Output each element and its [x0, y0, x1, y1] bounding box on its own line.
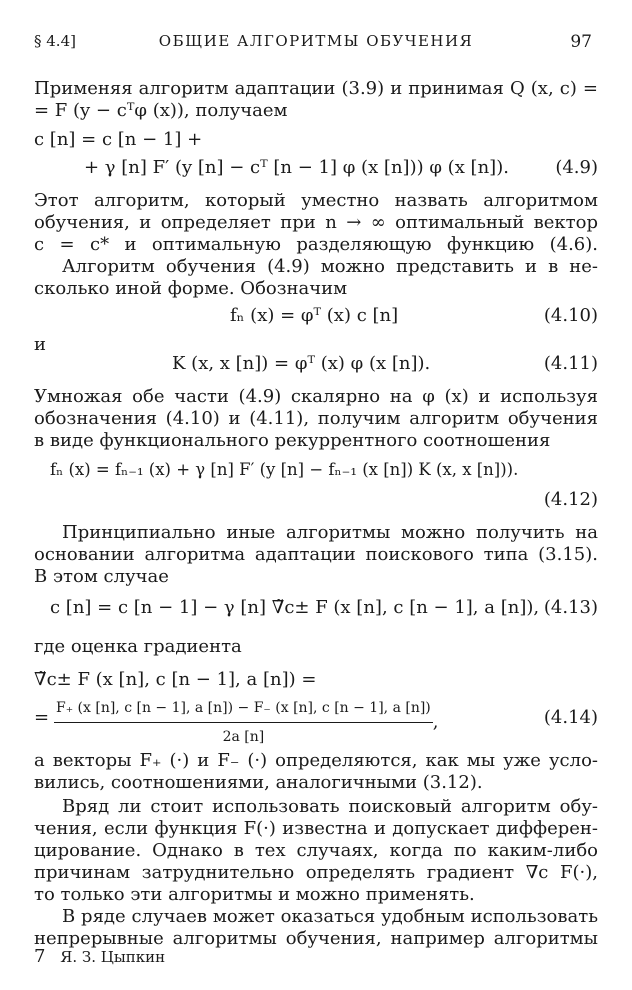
text-line: чения, если функция F(·) известна и допускает дифферен-: [34, 818, 598, 839]
page-number: 97: [570, 32, 592, 52]
text-line: Умножая обе части (4.9) скалярно на φ (x) и используя: [34, 386, 598, 407]
gradient-fraction: [54, 696, 433, 749]
text-line: = F (y − cᵀφ (x)), получаем: [34, 100, 288, 121]
text-line: и: [34, 334, 46, 355]
section-ref: § 4.4]: [34, 32, 76, 50]
text-line: в виде функционального рекуррентного соотношения: [34, 430, 551, 451]
text-line: В этом случае: [34, 566, 169, 587]
fraction-denominator: 2a [n]: [222, 729, 265, 745]
equation-4-14: = $\frac{F_+ (x [n], c [n - 1], a [n]) - F_- (x [n], c [n - 1], a [n])}{2a [n]}$ , (4.14): [34, 700, 598, 740]
text-line: вились, соотношениями, аналогичными (3.12).: [34, 772, 483, 793]
text-line: Алгоритм обучения (4.9) можно представить и в не-: [62, 256, 598, 277]
text-line: основании алгоритма адаптации поискового типа (3.15).: [34, 544, 598, 565]
text-line: Вряд ли стоит использовать поисковый алгоритм обу-: [62, 796, 598, 817]
book-page: § 4.4] ОБЩИЕ АЛГОРИТМЫ ОБУЧЕНИЯ 97 Применяя алгоритм адаптации (3.9) и принимая Q (x, c) = = F (y − cᵀφ (x)), получаем c [n] = c [n − 1] + + γ [n] F′ (y [n] − cᵀ [n − 1] φ (x [n])) φ (x [n]). (4.9) Этот алгоритм, который уместно назвать алгоритмом обучения, и определяет при n → ∞ оптимальный вектор c = c* и оптимальную разделяющую функцию (4.6). Алгоритм обучения (4.9) можно представить и в не- сколько иной форме. Обозначим fₙ (x) = φᵀ (x) c [n] (4.10) и K (x, x [n]) = φᵀ (x) φ (x [n]). (4.11) Умножая обе части (4.9) скалярно на φ (x) и используя обозначения (4.10) и (4.11), получим алгоритм обучения в виде функционального рекуррентного соотношения fₙ (x) = fₙ₋₁ (x) + γ [n] F′ (y [n] − fₙ₋₁ (x [n]) K (x, x [n])). (4.12) Принципиально иные алгоритмы можно получить на основании алгоритма адаптации поискового типа (3.15). В этом случае c [n] = c [n − 1] − γ [n] ∇̃c± F (x [n], c [n − 1], a [n]), (4.13) где оценка градиента ∇̃c± F (x [n], c [n − 1], a [n]) = = $\frac{F_+ (x [n], c [n - 1], a [n]) - F_- (x [n], c [n - 1], a [n])}{2a [n]}$ , (4.14) а векторы F₊ (·) и F₋ (·) определяются, как мы уже усло- вились, соотношениями, аналогичными (3.12). Вряд ли стоит использовать поисковый алгоритм обу- чения, если функция F(·) известна и допускает дифферен- цирование. Однако в тех случаях, когда по каким-либо причинам затруднительно определять градиент ∇c F(·), то только эти алгоритмы и можно применять. В ряде случаев может оказаться удобным использовать непрерывные алгоритмы обучения, например алгоритмы 7 Я. З. Цыпкин: [34, 32, 598, 967]
equation-number: (4.9): [555, 157, 598, 178]
text-line: где оценка градиента: [34, 636, 242, 657]
text-line: цирование. Однако в тех случаях, когда по каким-либо: [34, 840, 598, 861]
text-line: В ряде случаев может оказаться удобным использовать: [62, 906, 598, 927]
fraction-numerator: F₊ (x [n], c [n − 1], a [n]) − F₋ (x [n], c [n − 1], a [n]): [54, 696, 433, 723]
text-line: Применяя алгоритм адаптации (3.9) и принимая Q (x, c) =: [34, 78, 598, 99]
signature-number: 7: [34, 946, 46, 967]
text-line: причинам затруднительно определять градиент ∇c F(·),: [34, 862, 598, 883]
text-line: c = c* и оптимальную разделяющую функцию (4.6).: [34, 234, 598, 255]
equation-number: (4.10): [543, 305, 598, 326]
equation-number: (4.12): [543, 489, 598, 510]
chapter-title: ОБЩИЕ АЛГОРИТМЫ ОБУЧЕНИЯ: [158, 32, 474, 50]
author-name: Я. З. Цыпкин: [60, 948, 166, 966]
equation-number: (4.11): [543, 353, 598, 374]
equation-number: (4.14): [543, 707, 598, 728]
text-line: Принципиально иные алгоритмы можно получить на: [62, 522, 598, 543]
text-line: а векторы F₊ (·) и F₋ (·) определяются, как мы уже усло-: [34, 750, 598, 771]
running-header: [34, 32, 598, 54]
text-line: то только эти алгоритмы и можно применять.: [34, 884, 475, 905]
text-line: Этот алгоритм, который уместно назвать алгоритмом: [34, 190, 598, 211]
text-line: непрерывные алгоритмы обучения, например алгоритмы: [34, 928, 598, 949]
text-line: обозначения (4.10) и (4.11), получим алгоритм обучения: [34, 408, 598, 429]
text-line: сколько иной форме. Обозначим: [34, 278, 348, 299]
text-line: обучения, и определяет при n → ∞ оптимальный вектор: [34, 212, 598, 233]
page-footer: [34, 946, 165, 967]
equation-number: (4.13): [543, 597, 598, 618]
